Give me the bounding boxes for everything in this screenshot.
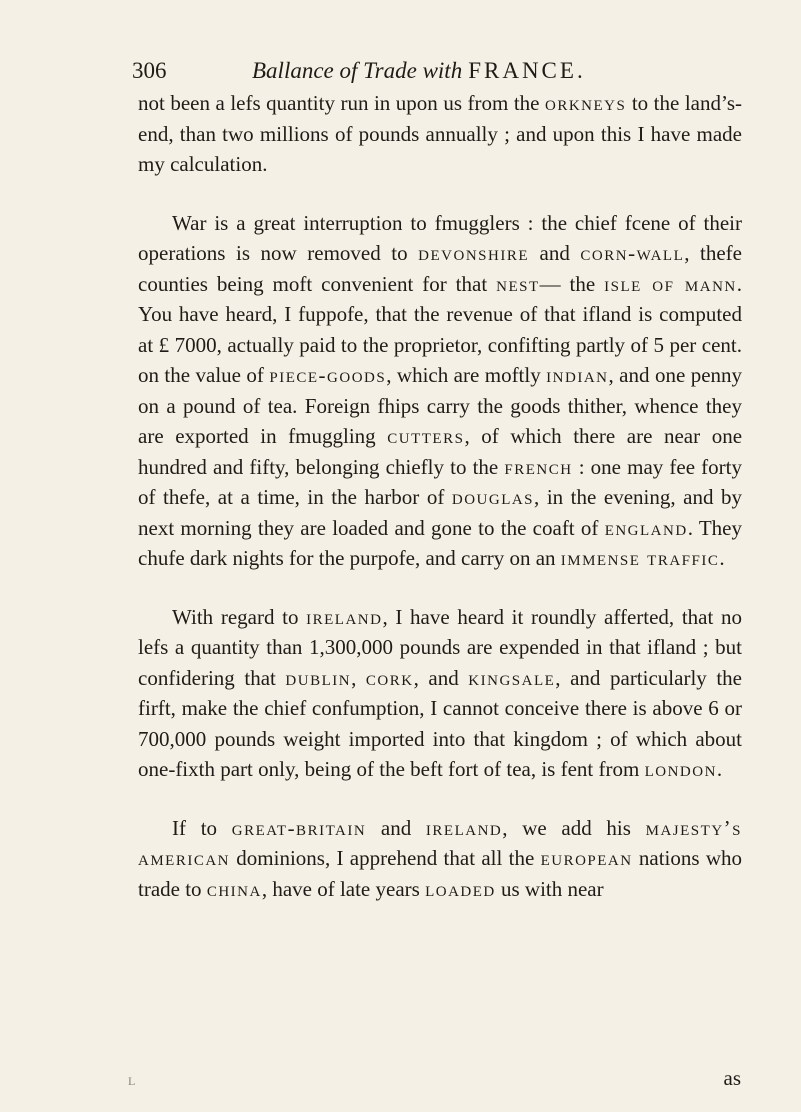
small-caps-name: nest — [496, 271, 540, 296]
text-run: to the land’s-end, than two millions of pounds annually ; and upon this I have made my calculation. — [138, 91, 742, 176]
page-number: 306 — [132, 58, 167, 83]
small-caps-name: dublin — [285, 665, 352, 690]
small-caps-name: douglas — [451, 485, 535, 509]
small-caps-name: kingsale — [468, 665, 556, 690]
small-caps-name: ireland — [425, 815, 503, 840]
text-run: nations who trade to — [138, 846, 743, 901]
small-caps-name: american — [138, 846, 231, 870]
small-caps-name: piece-goods — [269, 363, 387, 387]
text-run: , I have heard it roundly afferted, that no lefs a quantity than 1,300,000 pounds are expended in that ifland ; but confidering that — [138, 604, 742, 690]
small-caps-name: loaded — [425, 876, 496, 901]
small-caps-name: england — [604, 515, 688, 540]
small-caps-name: ireland — [306, 604, 383, 629]
small-caps-name: orkneys — [544, 91, 627, 115]
small-caps-name: european — [540, 846, 633, 870]
small-caps-name: london — [644, 757, 717, 781]
text-run: . — [716, 757, 723, 781]
small-caps-name: corn-wall — [580, 241, 685, 265]
paragraph — [138, 813, 742, 905]
text-run: , and one penny on a pound of tea. Foreign fhips carry the goods thither, whence they are exported in fmuggling — [138, 363, 743, 448]
text-run: If to — [172, 815, 232, 840]
body-text — [138, 88, 742, 904]
small-caps-name: indian — [546, 363, 609, 387]
text-run: . They chufe dark nights for the purpofe, and carry on an — [138, 515, 742, 570]
running-title-country: FRANCE. — [468, 58, 586, 83]
small-caps-name: devonshire — [418, 241, 529, 265]
text-run: With regard to — [172, 604, 307, 629]
small-caps-name: great-britain — [231, 815, 367, 840]
running-header — [132, 56, 732, 86]
text-run: , we add his — [502, 815, 646, 840]
small-caps-name: french — [504, 454, 573, 479]
text-run: , of which there are near one hundred and fifty, belonging chiefly to the — [138, 424, 743, 479]
small-caps-name: immense traffic — [560, 546, 720, 570]
running-title: Ballance of Trade with — [252, 58, 463, 83]
text-run: , have of late years — [261, 876, 426, 901]
text-run: . — [719, 546, 725, 570]
text-run: , — [351, 665, 366, 690]
paragraph — [138, 602, 742, 785]
small-caps-name: cutters — [387, 424, 465, 448]
text-run: not been a lefs quantity run in upon us from the — [138, 91, 545, 115]
small-caps-name: isle of mann — [604, 271, 737, 296]
text-run: . You have heard, I fuppofe, that the revenue of that ifland is computed at £ 7000, actually paid to the proprietor, confifting partly of 5 per cent. on the value of — [138, 271, 742, 387]
paragraph — [138, 208, 742, 574]
text-run: , and particularly the firft, make the chief confumption, I cannot conceive there is above 6 or 700,000 pounds weight imported into that kingdom ; of which about one-fixth part only, being of the beft fort of tea, is fent from — [138, 665, 742, 781]
text-run: , thefe counties being moft convenient for that — [138, 241, 742, 296]
text-run: us with near — [495, 876, 604, 901]
text-run: and — [366, 815, 426, 840]
text-run: , in the evening, and by next morning they are loaded and gone to the coaft of — [138, 485, 742, 540]
text-run: War is a great interruption to fmugglers : the chief fcene of their operations is now removed to — [138, 210, 742, 265]
small-caps-name: majesty’s — [645, 815, 742, 840]
small-caps-name: china — [206, 876, 262, 901]
text-run: dominions, I apprehend that all the — [230, 846, 541, 870]
margin-mark: L — [128, 1074, 136, 1088]
text-run: : one may fee forty of thefe, at a time, in the harbor of — [138, 454, 742, 509]
text-run: , which are moftly — [386, 363, 547, 387]
paragraph — [138, 88, 742, 180]
small-caps-name: cork — [365, 665, 414, 690]
text-run: — the — [539, 271, 605, 296]
text-run: and — [529, 241, 581, 265]
catchword: as — [723, 1066, 741, 1090]
text-run: , and — [413, 665, 469, 690]
